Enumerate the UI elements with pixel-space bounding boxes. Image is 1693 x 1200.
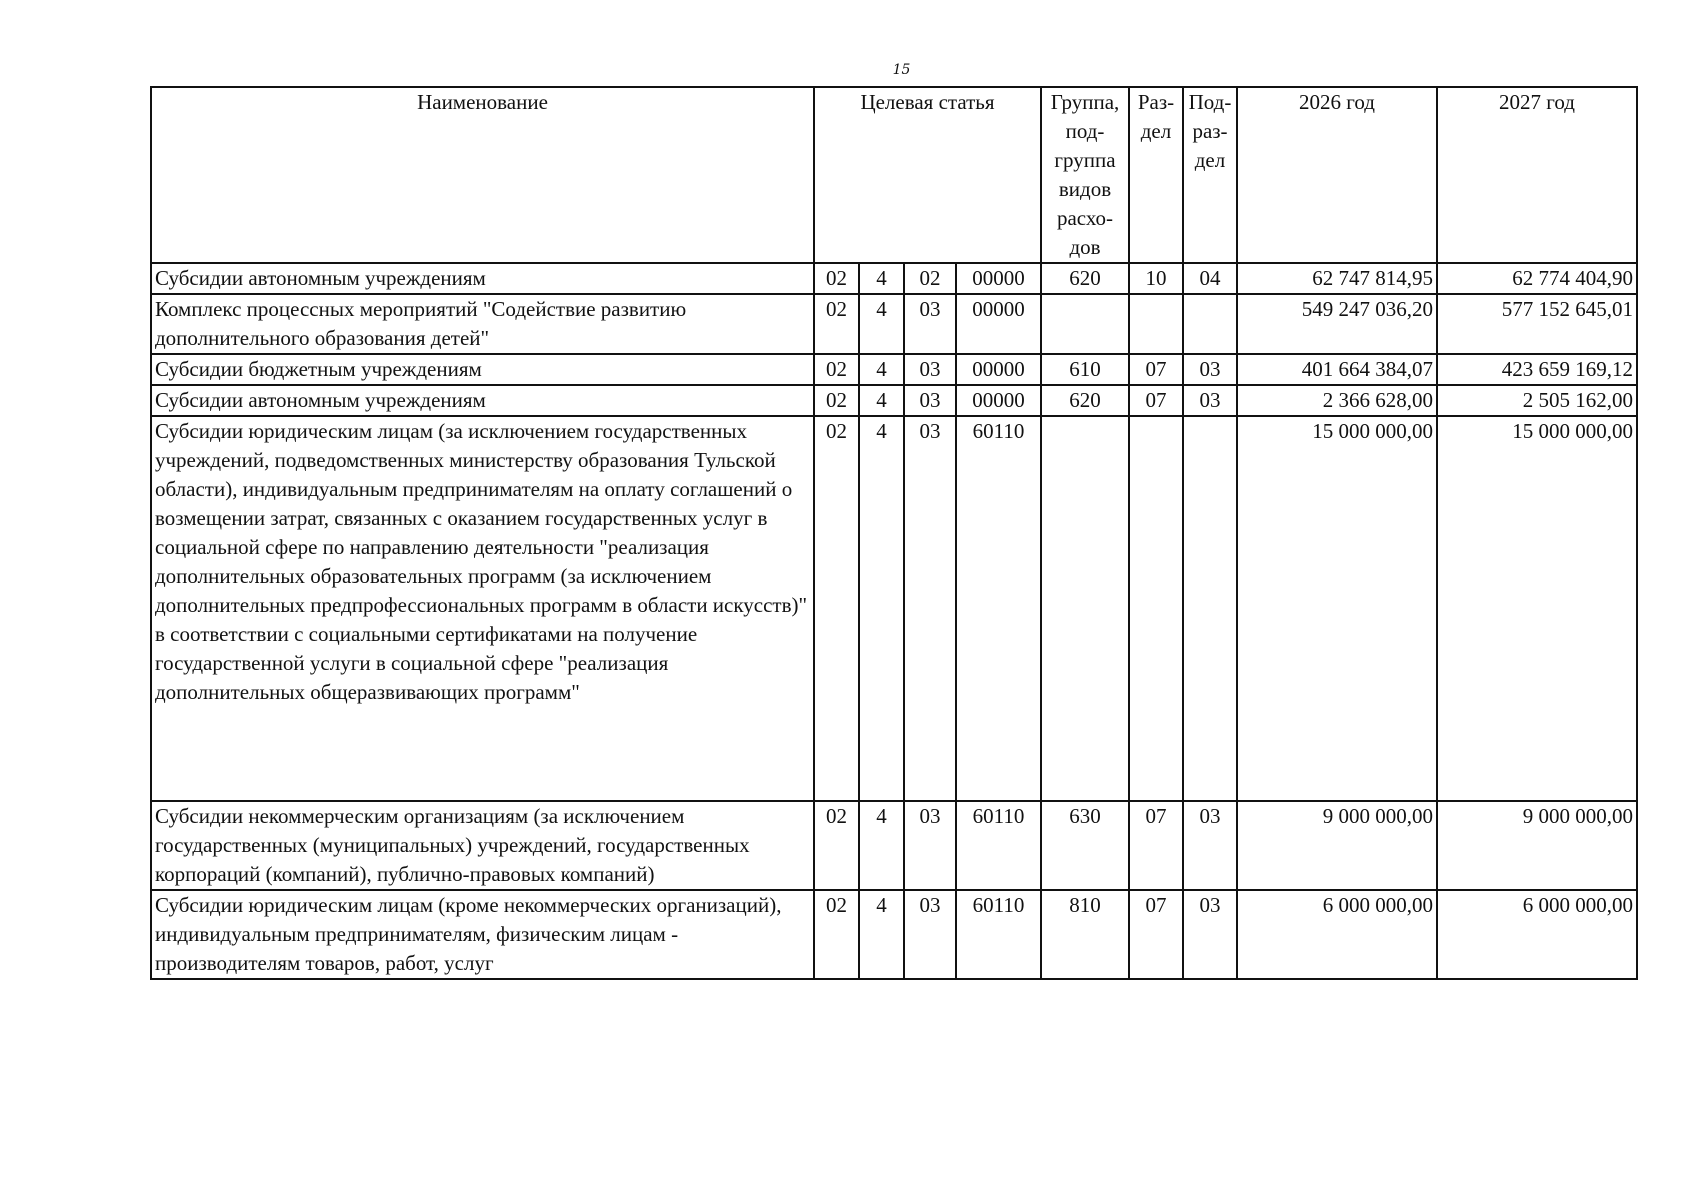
row-subsection bbox=[1183, 416, 1237, 801]
code-complex: 03 bbox=[904, 416, 956, 801]
header-section: Раз-дел bbox=[1129, 87, 1183, 263]
row-subsection: 03 bbox=[1183, 385, 1237, 416]
row-group: 630 bbox=[1041, 801, 1129, 890]
header-target: Целевая статья bbox=[814, 87, 1041, 263]
header-2026: 2026 год bbox=[1237, 87, 1437, 263]
code-type: 4 bbox=[859, 354, 904, 385]
code-direction: 00000 bbox=[956, 263, 1041, 294]
row-group bbox=[1041, 416, 1129, 801]
code-complex: 03 bbox=[904, 354, 956, 385]
row-2026: 62 747 814,95 bbox=[1237, 263, 1437, 294]
code-type: 4 bbox=[859, 416, 904, 801]
code-program: 02 bbox=[814, 354, 859, 385]
table-row bbox=[151, 354, 1637, 385]
row-2027: 577 152 645,01 bbox=[1437, 294, 1637, 354]
row-2027: 62 774 404,90 bbox=[1437, 263, 1637, 294]
row-name: Субсидии бюджетным учреждениям bbox=[151, 354, 814, 385]
header-subsection: Под-раз-дел bbox=[1183, 87, 1237, 263]
table-row bbox=[151, 294, 1637, 354]
row-2027: 15 000 000,00 bbox=[1437, 416, 1637, 801]
row-section: 07 bbox=[1129, 801, 1183, 890]
row-section: 07 bbox=[1129, 354, 1183, 385]
code-program: 02 bbox=[814, 890, 859, 979]
code-type: 4 bbox=[859, 890, 904, 979]
code-complex: 03 bbox=[904, 385, 956, 416]
row-group: 610 bbox=[1041, 354, 1129, 385]
code-complex: 02 bbox=[904, 263, 956, 294]
code-direction: 60110 bbox=[956, 890, 1041, 979]
row-2027: 6 000 000,00 bbox=[1437, 890, 1637, 979]
row-subsection: 04 bbox=[1183, 263, 1237, 294]
header-2027: 2027 год bbox=[1437, 87, 1637, 263]
code-direction: 60110 bbox=[956, 416, 1041, 801]
code-program: 02 bbox=[814, 263, 859, 294]
row-2026: 2 366 628,00 bbox=[1237, 385, 1437, 416]
row-section: 07 bbox=[1129, 890, 1183, 979]
row-2027: 2 505 162,00 bbox=[1437, 385, 1637, 416]
code-type: 4 bbox=[859, 294, 904, 354]
header-group: Группа, под-группа видов расхо-дов bbox=[1041, 87, 1129, 263]
code-program: 02 bbox=[814, 385, 859, 416]
code-program: 02 bbox=[814, 801, 859, 890]
code-direction: 00000 bbox=[956, 385, 1041, 416]
code-type: 4 bbox=[859, 263, 904, 294]
header-row bbox=[151, 87, 1637, 263]
code-complex: 03 bbox=[904, 294, 956, 354]
row-name: Субсидии автономным учреждениям bbox=[151, 263, 814, 294]
row-section bbox=[1129, 416, 1183, 801]
row-name: Субсидии некоммерческим организациям (за исключением государственных (муниципальных) учреждений, государственных корпораций (компаний), публично-правовых компаний) bbox=[151, 801, 814, 890]
code-direction: 60110 bbox=[956, 801, 1041, 890]
row-subsection: 03 bbox=[1183, 890, 1237, 979]
row-name: Субсидии юридическим лицам (кроме некоммерческих организаций), индивидуальным предпринимателям, физическим лицам - производителям товаров, работ, услуг bbox=[151, 890, 814, 979]
row-section: 10 bbox=[1129, 263, 1183, 294]
header-name: Наименование bbox=[151, 87, 814, 263]
row-subsection bbox=[1183, 294, 1237, 354]
row-group: 810 bbox=[1041, 890, 1129, 979]
table-row bbox=[151, 801, 1637, 890]
budget-table bbox=[150, 86, 1638, 980]
code-type: 4 bbox=[859, 801, 904, 890]
row-name: Комплекс процессных мероприятий "Содействие развитию дополнительного образования детей" bbox=[151, 294, 814, 354]
row-group: 620 bbox=[1041, 263, 1129, 294]
table-row bbox=[151, 416, 1637, 801]
table-row bbox=[151, 263, 1637, 294]
row-2026: 401 664 384,07 bbox=[1237, 354, 1437, 385]
row-group bbox=[1041, 294, 1129, 354]
code-complex: 03 bbox=[904, 801, 956, 890]
row-2026: 6 000 000,00 bbox=[1237, 890, 1437, 979]
page-number: 15 bbox=[892, 62, 911, 78]
row-2026: 549 247 036,20 bbox=[1237, 294, 1437, 354]
row-group: 620 bbox=[1041, 385, 1129, 416]
row-2027: 423 659 169,12 bbox=[1437, 354, 1637, 385]
code-direction: 00000 bbox=[956, 294, 1041, 354]
row-2027: 9 000 000,00 bbox=[1437, 801, 1637, 890]
row-subsection: 03 bbox=[1183, 354, 1237, 385]
table-row bbox=[151, 890, 1637, 979]
row-2026: 9 000 000,00 bbox=[1237, 801, 1437, 890]
code-direction: 00000 bbox=[956, 354, 1041, 385]
row-name: Субсидии автономным учреждениям bbox=[151, 385, 814, 416]
row-subsection: 03 bbox=[1183, 801, 1237, 890]
code-type: 4 bbox=[859, 385, 904, 416]
table-row bbox=[151, 385, 1637, 416]
code-complex: 03 bbox=[904, 890, 956, 979]
row-2026: 15 000 000,00 bbox=[1237, 416, 1437, 801]
row-section bbox=[1129, 294, 1183, 354]
row-name: Субсидии юридическим лицам (за исключением государственных учреждений, подведомственных министерству образования Тульской области), индивидуальным предпринимателям на оплату соглашений о возмещении затрат, связанных с оказанием государственных услуг в социальной сфере по направлению деятельности "реализация дополнительных образовательных программ (за исключением дополнительных предпрофессиональных программ в области искусств)" в соответствии с социальными сертификатами на получение государственной услуги в социальной сфере "реализация дополнительных общеразвивающих программ" bbox=[151, 416, 814, 801]
code-program: 02 bbox=[814, 416, 859, 801]
row-section: 07 bbox=[1129, 385, 1183, 416]
code-program: 02 bbox=[814, 294, 859, 354]
